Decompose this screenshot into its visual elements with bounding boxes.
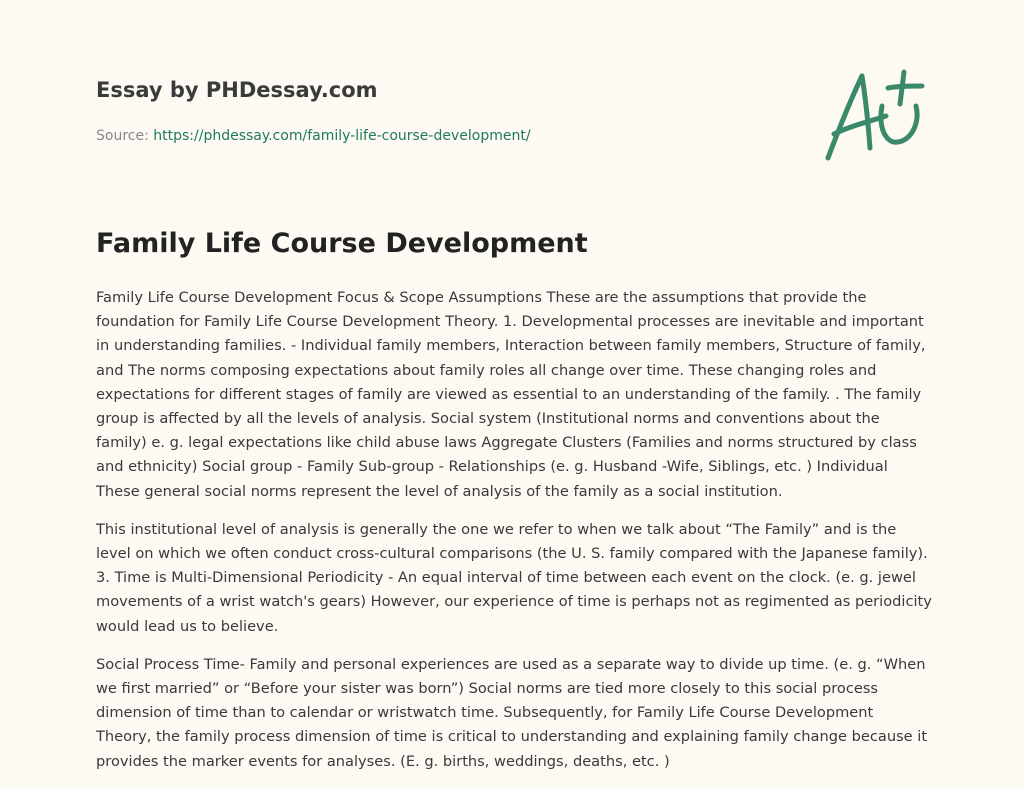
essay-body bbox=[96, 286, 932, 788]
source-label: Source: bbox=[96, 128, 149, 144]
essay-paragraph-3: Social Process Time- Family and personal experiences are used as a separate way to divide up time. (e. g. “When we first married” or “Before your sister was born”) Social norms are tied more closely to this social process dimension of time than to calendar or wristwatch time. Subsequently, for Family Life Course Development Theory, the family process dimension of time is critical to understanding and explaining family change because it provides the marker events for analyses. (E. g. births, weddings, deaths, etc. ) bbox=[96, 655, 928, 770]
a-plus-grade-icon bbox=[820, 66, 930, 166]
page-header bbox=[96, 74, 796, 146]
site-brand: Essay by PHDessay.com bbox=[96, 78, 378, 102]
a-plus-logo-svg bbox=[820, 66, 930, 166]
source-link[interactable]: https://phdessay.com/family-life-course-development/ bbox=[153, 128, 531, 144]
essay-paragraph-1: Family Life Course Development Focus & Scope Assumptions These are the assumptions that provide the foundation for Family Life Course Development Theory. 1. Developmental processes are inevitable and important in understanding families. - Individual family members, Interaction between family members, Structure of family, and The norms composing expectations about family roles all change over time. These changing roles and expectations for different stages of family are viewed as essential to an understanding of the family. . The family group is affected by all the levels of analysis. Social system (Institutional norms and conventions about the family) e. g. legal expectations like child abuse laws Aggregate Clusters (Families and norms structured by class and ethnicity) Social group - Family Sub-group - Relationships (e. g. Husband -Wife, Siblings, etc. ) Individual These general social norms represent the level of analysis of the family as a social institution. bbox=[96, 289, 926, 500]
essay-title: Family Life Course Development bbox=[96, 228, 588, 259]
source-line bbox=[96, 126, 796, 146]
essay-paragraph-2: This institutional level of analysis is generally the one we refer to when we talk about “The Family” and is the level on which we often conduct cross-cultural comparisons (the U. S. family compared with the Japanese family). 3. Time is Multi-Dimensional Periodicity - An equal interval of time between each event on the clock. (e. g. jewel movements of a wrist watch's gears) However, our experience of time is perhaps not as regimented as periodicity would lead us to believe. bbox=[96, 520, 932, 635]
